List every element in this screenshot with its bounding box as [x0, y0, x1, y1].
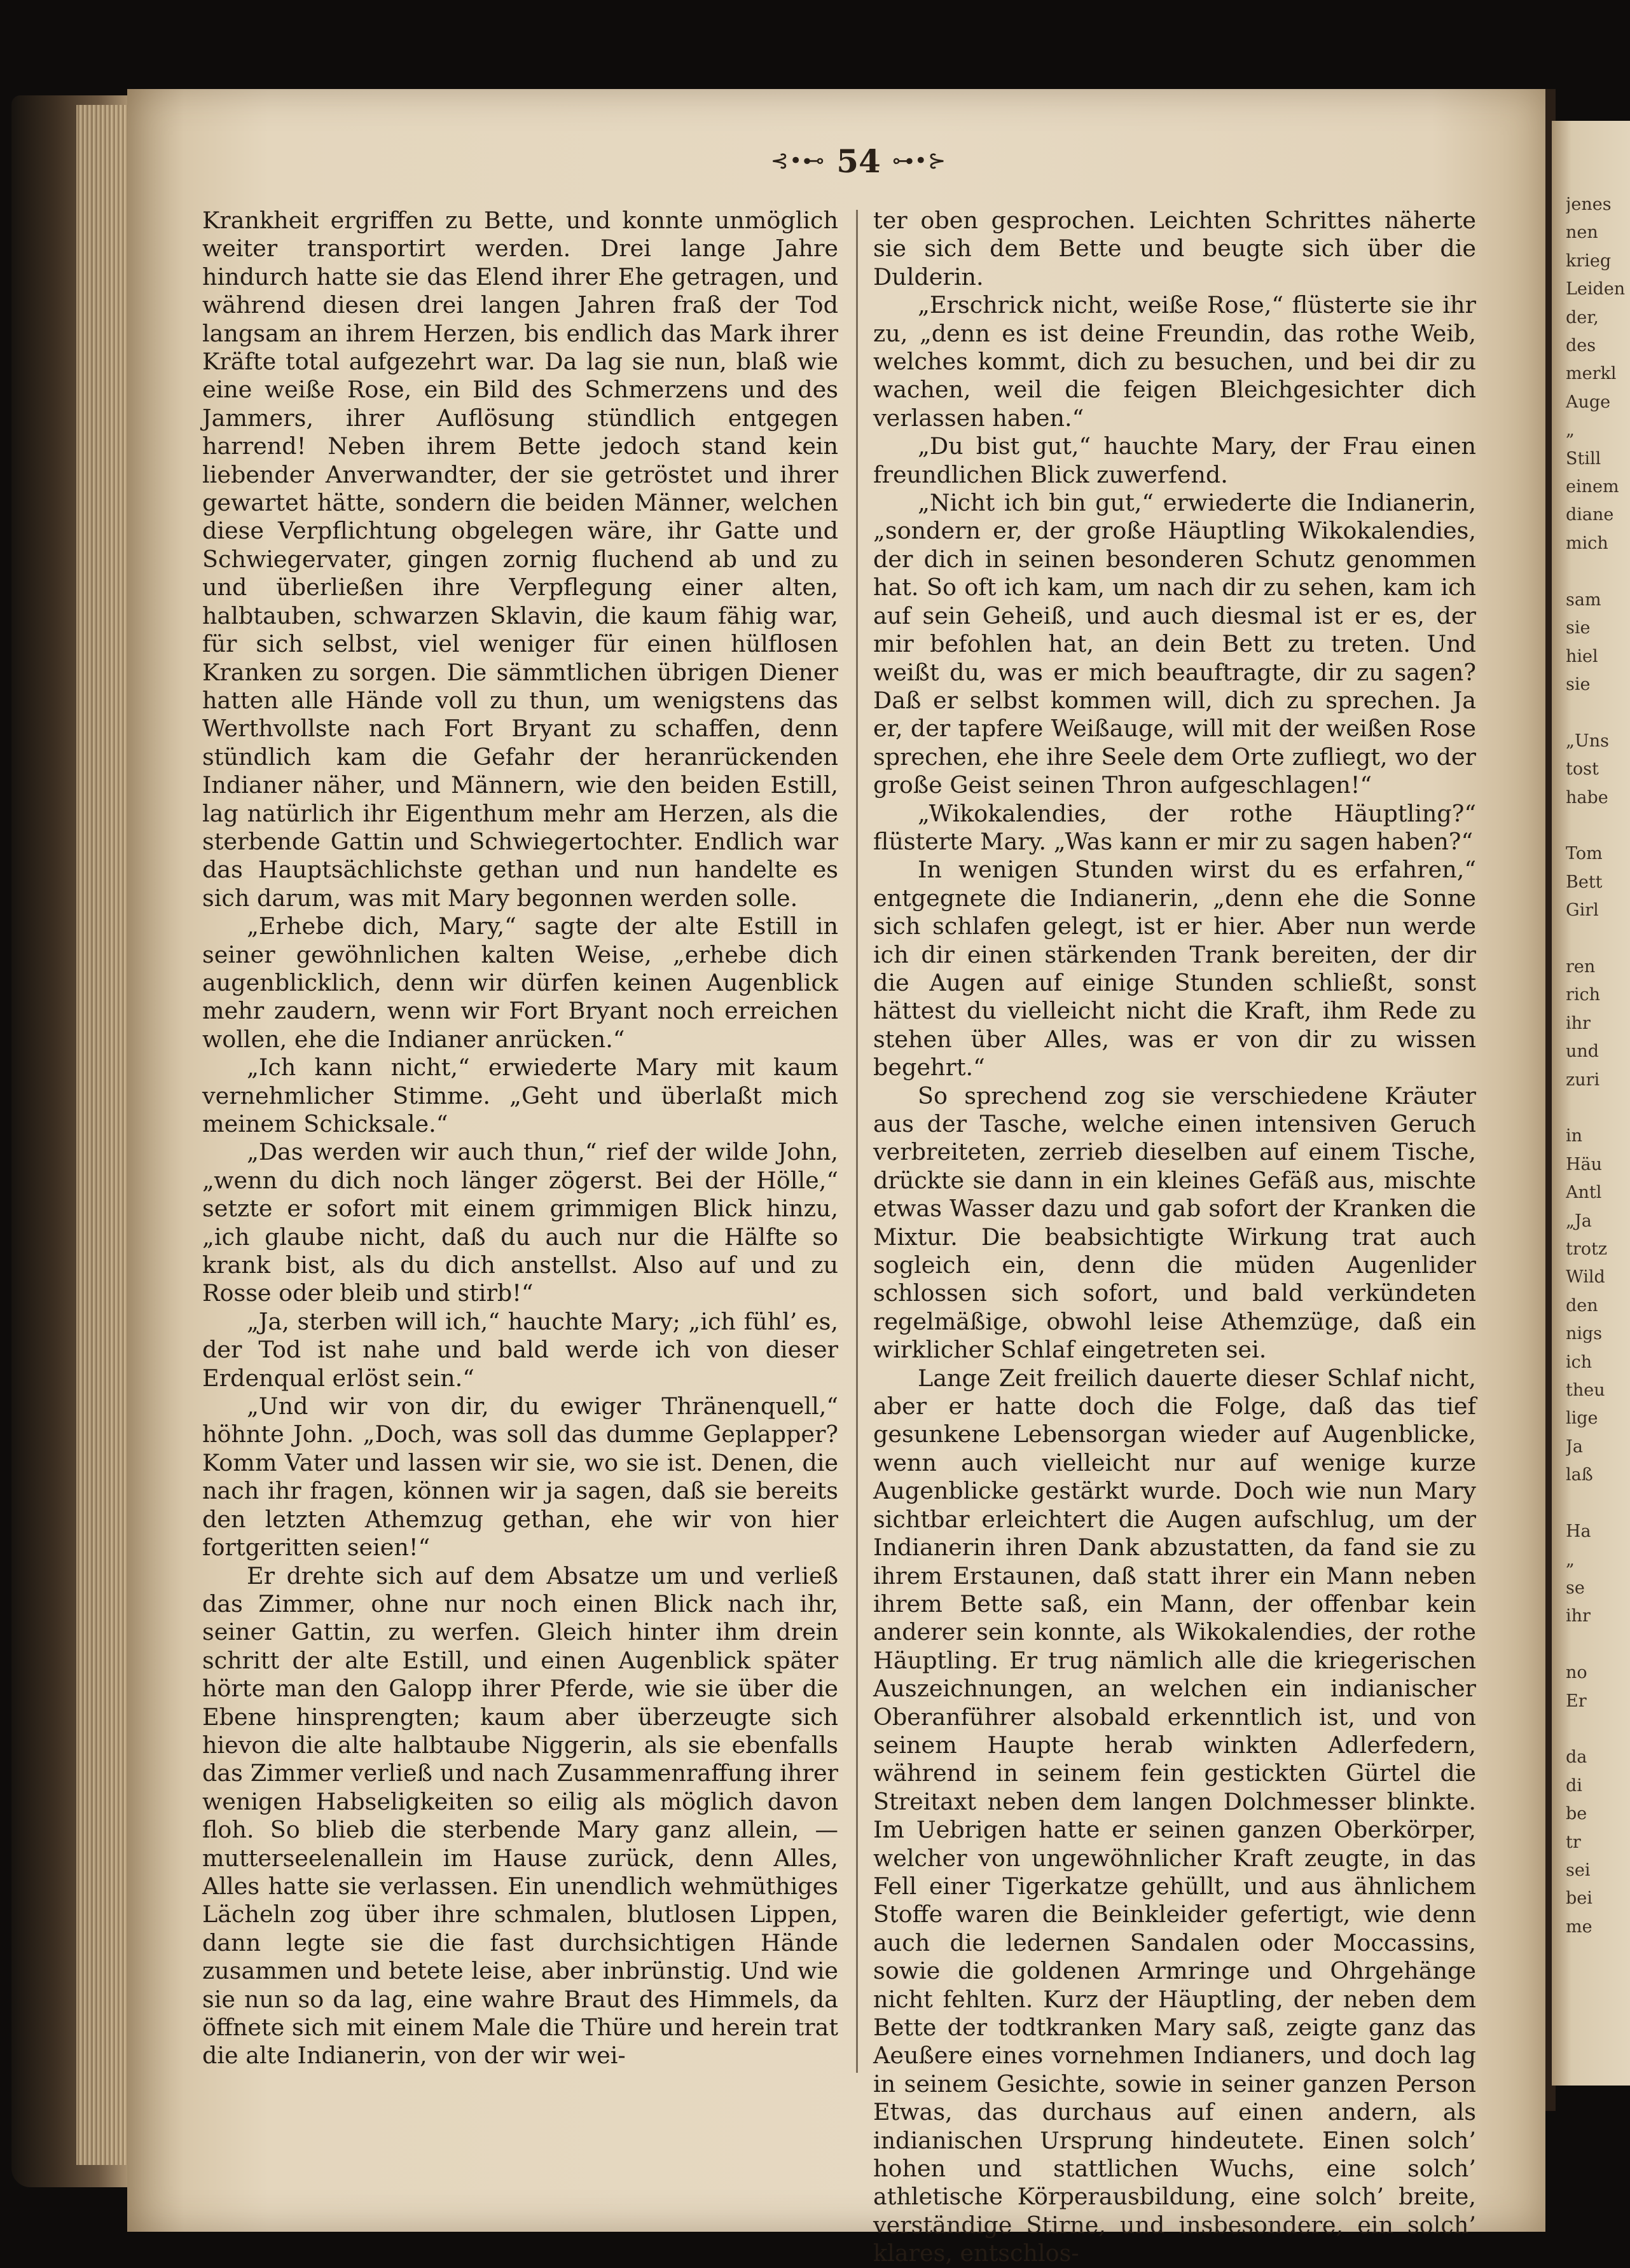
paragraph: „Wikokalendies, der rothe Häuptling?“ flüsterte Mary. „Was kann er mir zu sagen haben?“	[873, 799, 1476, 855]
fragment-line: diane	[1566, 505, 1614, 525]
fragment-line: Ha	[1566, 1522, 1591, 1542]
ornament-left-icon: ⊰•⊷	[770, 148, 825, 174]
fragment-line: sie	[1566, 674, 1591, 694]
fragment-line	[1566, 1631, 1629, 1659]
fragment-line: den	[1566, 1295, 1598, 1316]
fragment-line: Still	[1566, 448, 1601, 469]
fragment-line: ren	[1566, 956, 1596, 977]
fragment-line: nigs	[1566, 1324, 1603, 1344]
paragraph: Krankheit ergriffen zu Bette, und konnte unmöglich weiter transportirt werden. Drei lange Jahre hindurch hatte sie das Elend ihrer Ehe getragen, und während diesen drei langen Jahren fraß der Tod langsam an ihrem Herzen, bis endlich das Mark ihrer Kräfte total aufgezehrt war. Da lag sie nun, blaß wie eine weiße Rose, ein Bild des Schmerzens und des Jammers, ihrer Auflösung stündlich entgegen harrend! Neben ihrem Bette jedoch stand kein liebender Anverwandter, der sie getröstet und ihrer gewartet hätte, sondern die beiden Männer, welchen diese Verpflichtung obgelegen wäre, ihr Gatte und Schwiegervater, gingen zornig fluchend ab und zu und überließen ihre Verpflegung einer alten, halbtauben, schwarzen Sklavin, die kaum fähig war, für sich selbst, viel weniger für einen hülflosen Kranken zu sorgen. Die sämmtlichen übrigen Diener hatten alle Hände voll zu thun, um wenigstens das Werthvollste nach Fort Bryant zu schaffen, denn stündlich kam die Gefahr der heranrückenden Indianer näher, und Männern, wie den beiden Estill, lag natürlich ihr Eigenthum mehr am Herzen, als die sterbende Gattin und Schwiegertochter. Endlich war das Hauptsächlichste gethan und nun handelte es sich darum, was mit Mary begonnen werden solle.	[202, 207, 838, 912]
fragment-line	[1566, 699, 1629, 727]
fragment-line	[1566, 1490, 1629, 1518]
paragraph: „Ja, sterben will ich,“ hauchte Mary; „ich fühl’ es, der Tod ist nahe und bald werde ich von dieser Erdenqual erlöst sein.“	[202, 1307, 838, 1392]
fragment-line: Bett	[1566, 872, 1603, 892]
fragment-line: mich	[1566, 533, 1608, 553]
ornament-right-icon: ⊶•⊱	[892, 148, 947, 174]
next-page-fragments	[1566, 191, 1629, 2066]
fragment-line: theu	[1566, 1380, 1605, 1401]
fragment-line: des	[1566, 336, 1596, 356]
paragraph: „Ich kann nicht,“ erwiederte Mary mit kaum vernehmlicher Stimme. „Geht und überlaßt mich meinem Schicksale.“	[202, 1054, 838, 1137]
fragment-line	[1566, 1094, 1629, 1122]
fragment-line: Girl	[1566, 900, 1599, 921]
fragment-line: ihr	[1566, 1606, 1591, 1626]
fragment-line: be	[1566, 1804, 1587, 1824]
fragment-line: sam	[1566, 589, 1601, 610]
page-header	[750, 139, 967, 183]
fragment-line: hiel	[1566, 646, 1598, 666]
fragment-line: sei	[1566, 1860, 1591, 1880]
right-column	[873, 207, 1476, 2267]
fragment-line: habe	[1566, 787, 1608, 808]
fragment-line: in	[1566, 1126, 1583, 1146]
page-number: 54	[836, 142, 881, 180]
fragment-line: no	[1566, 1663, 1587, 1683]
fragment-line: „	[1566, 420, 1575, 441]
fragment-line: zuri	[1566, 1069, 1600, 1090]
left-column	[202, 207, 838, 2070]
fragment-line: Ja	[1566, 1436, 1583, 1457]
fragment-line: trotz	[1566, 1239, 1608, 1260]
fragment-line: bei	[1566, 1888, 1592, 1909]
column-divider	[856, 210, 858, 2073]
fragment-line	[1566, 1715, 1629, 1743]
fragment-line: „Uns	[1566, 731, 1609, 751]
fragment-line: lige	[1566, 1408, 1598, 1429]
paragraph: „Nicht ich bin gut,“ erwiederte die Indianerin, „sondern er, der große Häuptling Wikokalendies, der dich in seinen besonderen Schutz genommen hat. So oft ich kam, um nach dir zu sehen, kam ich auf sein Geheiß, und auch diesmal ist er es, der mir befohlen hat, an dein Bett zu treten. Und weißt du, was er mich beauftragte, dir zu sagen? Daß er selbst kommen will, dich zu sprechen. Ja er, der tapfere Weißauge, will mit der weißen Rose sprechen, ehe ihre Seele dem Orte zufliegt, wo der große Geist seinen Thron aufgeschlagen!“	[873, 489, 1476, 799]
paragraph: In wenigen Stunden wirst du es erfahren,“ entgegnete die Indianerin, „denn ehe die Sonne sich schlafen gelegt, ist er hier. Aber nun werde ich dir einen stärkenden Trank bereiten, der dir die Augen auf einige Stunden schließt, sonst hättest du vielleicht nicht die Kraft, ihm Rede zu stehen über Alles, was er von dir zu wissen begehrt.“	[873, 856, 1476, 1082]
fragment-line: tost	[1566, 759, 1599, 780]
fragment-line: nen	[1566, 223, 1598, 243]
paragraph: „Und wir von dir, du ewiger Thränenquell,“ höhnte John. „Doch, was soll das dumme Geplapper? Komm Vater und lassen wir sie, wo sie ist. Denen, die nach ihr fragen, können wir ja sagen, daß sie bereits den letzten Athemzug gethan, ehe wir von hier fortgeritten seien!“	[202, 1392, 838, 1562]
paragraph: „Du bist gut,“ hauchte Mary, der Frau einen freundlichen Blick zuwerfend.	[873, 432, 1476, 488]
fragment-line: der,	[1566, 307, 1599, 327]
fragment-line: Antl	[1566, 1183, 1602, 1203]
fragment-line: da	[1566, 1747, 1587, 1768]
fragment-line: di	[1566, 1775, 1582, 1796]
fragment-line: se	[1566, 1577, 1585, 1598]
fragment-line: tr	[1566, 1832, 1581, 1852]
fragment-line: me	[1566, 1916, 1592, 1937]
fragment-line: „	[1566, 1550, 1575, 1570]
fragment-line	[1566, 812, 1629, 840]
fragment-line: und	[1566, 1041, 1599, 1062]
paragraph: „Erschrick nicht, weiße Rose,“ flüsterte sie ihr zu, „denn es ist deine Freundin, das rothe Weib, welches kommt, dich zu besuchen, und bei dir zu wachen, weil die feigen Bleichgesichter dich verlassen haben.“	[873, 291, 1476, 432]
fragment-line: einem	[1566, 477, 1619, 497]
fragment-line: laß	[1566, 1465, 1593, 1485]
fragment-line: krieg	[1566, 251, 1612, 271]
fragment-line: Leiden	[1566, 279, 1626, 299]
fragment-line: „Ja	[1566, 1211, 1592, 1231]
fragment-line	[1566, 925, 1629, 953]
fragment-line: jenes	[1566, 195, 1612, 214]
fragment-line: ihr	[1566, 1013, 1591, 1033]
fragment-line: rich	[1566, 985, 1601, 1005]
fragment-line: Häu	[1566, 1154, 1603, 1174]
paragraph: „Das werden wir auch thun,“ rief der wilde John, „wenn du dich noch länger zögerst. Bei der Hölle,“ setzte er sofort mit einem grimmigen Blick hinzu, „ich glaube nicht, daß du auch nur die Hälfte so krank bist, als du dich anstellst. Also auf und zu Rosse oder bleib und stirb!“	[202, 1138, 838, 1307]
fragment-line	[1566, 558, 1629, 586]
paragraph: Er drehte sich auf dem Absatze um und verließ das Zimmer, ohne nur noch einen Blick nach ihr, seiner Gattin, zu werfen. Gleich hinter ihm drein schritt der alte Estill, und einen Augenblick später hörte man den Galopp ihrer Pferde, wie sie über die Ebene hinsprengten; kaum aber überzeugte sich hievon die alte halbtaube Niggerin, als sie ebenfalls das Zimmer verließ und nach Zusammenraffung ihrer wenigen Habseligkeiten so eilig als möglich davon floh. So blieb die sterbende Mary ganz allein, — mutterseelenallein im Hause zurück, denn Alles, Alles hatte sie verlassen. Ein unendlich wehmüthiges Lächeln zog über ihre schmalen, blutlosen Lippen, dann legte sie die fast durchsichtigen Hände zusammen und betete leise, aber inbrünstig. Und wie sie nun so da lag, eine wahre Braut des Himmels, da öffnete sich mit einem Male die Thüre und herein trat die alte Indianerin, von der wir wei-	[202, 1562, 838, 2070]
fragment-line: merkl	[1566, 364, 1617, 384]
fragment-line: Auge	[1566, 392, 1611, 412]
paragraph: Lange Zeit freilich dauerte dieser Schlaf nicht, aber er hatte doch die Folge, daß das tief gesunkene Lebensorgan wieder auf Augenblicke, wenn auch vielleicht nur auf wenige kurze Augenblicke gestärkt wurde. Doch wie nun Mary sichtbar erleichtert die Augen aufschlug, um der Indianerin ihren Dank abzustatten, da fand sie zu ihrem Erstaunen, daß statt ihrer ein Mann neben ihrem Bette saß, ein Mann, der offenbar kein anderer sein konnte, als Wikokalendies, der rothe Häuptling. Er trug nämlich alle die kriegerischen Auszeichnungen, an welchen ein indianischer Oberanführer alsobald erkenntlich ist, und von seinem Haupte herab winkten Adlerfedern, während in seinem fein gestickten Gürtel die Streitaxt neben dem langen Dolchmesser blinkte. Im Uebrigen hatte er seinen ganzen Oberkörper, welcher von ungewöhnlicher Kraft zeugte, in das Fell einer Tigerkatze gehüllt, und aus ähnlichem Stoffe waren die Beinkleider gefertigt, wie denn auch die ledernen Sandalen oder Moccassins, sowie die goldenen Armringe und Ohrgehänge nicht fehlten. Kurz der Häuptling, der neben dem Bette der todtkranken Mary saß, zeigte ganz das Aeußere eines vornehmen Indianers, und doch lag in seinem Gesichte, sowie in seiner ganzen Person Etwas, das durchaus auf einen andern, als indianischen Ursprung hindeutete. Einen solch’ hohen und stattlichen Wuchs, eine solch’ athletische Körperausbildung, eine solch’ breite, verständige Stirne, und insbesondere, ein solch’ klares, entschlos-	[873, 1364, 1476, 2267]
paragraph: „Erhebe dich, Mary,“ sagte der alte Estill in seiner gewöhnlichen kalten Weise, „erhebe dich augenblicklich, denn wir dürfen keinen Augenblick mehr zaudern, wenn wir Fort Bryant noch erreichen wollen, ehe die Indianer anrücken.“	[202, 912, 838, 1053]
paragraph: So sprechend zog sie verschiedene Kräuter aus der Tasche, welche einen intensiven Geruch verbreiteten, zerrieb dieselben auf einem Tische, drückte sie dann in ein kleines Gefäß aus, mischte etwas Wasser dazu und gab sofort der Kranken die Mixtur. Die beabsichtigte Wirkung trat auch sogleich ein, denn die müden Augenlider schlossen sich sofort, und bald verkündeten regelmäßige, obwohl leise Athemzüge, daß ein wirklicher Schlaf eingetreten sei.	[873, 1082, 1476, 1364]
fragment-line: Tom	[1566, 844, 1603, 864]
fragment-line: Er	[1566, 1691, 1587, 1711]
fragment-line: sie	[1566, 618, 1591, 638]
fragment-line: ich	[1566, 1352, 1592, 1372]
paragraph: ter oben gesprochen. Leichten Schrittes näherte sie sich dem Bette und beugte sich über die Dulderin.	[873, 207, 1476, 291]
fragment-line: Wild	[1566, 1267, 1605, 1288]
